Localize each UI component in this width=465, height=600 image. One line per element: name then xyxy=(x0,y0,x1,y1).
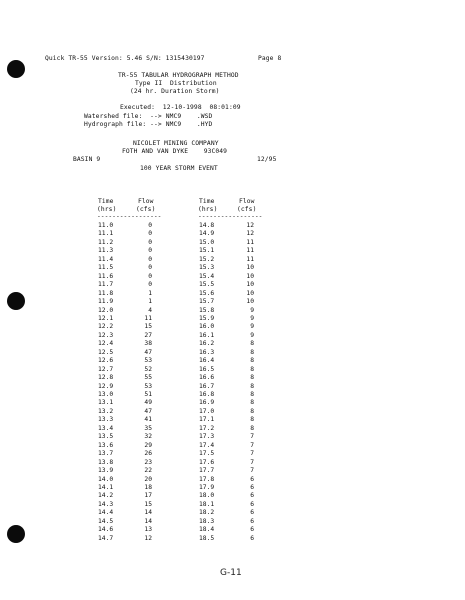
right-time-unit: (hrs) xyxy=(198,206,218,213)
watershed-file: Watershed file: --> NMC9 .WSD xyxy=(84,113,213,120)
time-cell: 16.8 xyxy=(199,391,215,398)
table-row xyxy=(98,399,158,407)
basin-label: BASIN 9 xyxy=(73,156,101,163)
time-cell: 17.3 xyxy=(199,433,215,441)
time-cell: 14.7 xyxy=(98,534,114,542)
time-cell: 15.0 xyxy=(199,238,215,246)
time-cell: 14.6 xyxy=(98,526,114,534)
table-row xyxy=(98,222,158,230)
flow-cell: 6 xyxy=(250,492,254,500)
time-cell: 12.0 xyxy=(98,306,114,314)
left-flow-unit: (cfs) xyxy=(136,206,156,213)
flow-cell: 12 xyxy=(246,230,254,238)
time-cell: 14.8 xyxy=(199,222,215,229)
flow-cell: 6 xyxy=(250,475,254,483)
time-cell: 17.4 xyxy=(199,441,215,449)
flow-cell: 8 xyxy=(250,407,254,415)
table-row xyxy=(199,264,259,272)
flow-cell: 47 xyxy=(144,407,152,415)
left-time-unit: (hrs) xyxy=(97,206,117,213)
table-row xyxy=(98,247,158,255)
time-cell: 12.3 xyxy=(98,331,114,339)
time-cell: 14.4 xyxy=(98,509,114,517)
table-row xyxy=(98,357,158,365)
time-cell: 16.4 xyxy=(199,357,215,365)
table-row xyxy=(199,366,259,374)
table-row xyxy=(98,408,158,416)
time-cell: 12.9 xyxy=(98,382,114,390)
time-cell: 16.2 xyxy=(199,340,215,348)
time-cell: 12.1 xyxy=(98,314,114,322)
table-row xyxy=(199,501,259,509)
time-cell: 17.0 xyxy=(199,407,215,415)
right-time-header: Time xyxy=(199,198,215,205)
table-row xyxy=(98,256,158,264)
flow-cell: 11 xyxy=(246,247,254,255)
flow-cell: 35 xyxy=(144,424,152,432)
executed-timestamp: Executed: 12-10-1998 08:01:09 xyxy=(120,104,241,111)
table-row xyxy=(199,408,259,416)
table-row xyxy=(199,535,259,543)
left-separator: ----------------- xyxy=(97,213,162,220)
flow-cell: 49 xyxy=(144,399,152,407)
report-title: TR-55 TABULAR HYDROGRAPH METHOD xyxy=(118,72,239,79)
right-flow-header: Flow xyxy=(239,198,255,205)
table-row xyxy=(199,416,259,424)
time-cell: 16.5 xyxy=(199,365,215,373)
time-cell: 15.6 xyxy=(199,289,215,297)
time-cell: 14.5 xyxy=(98,517,114,525)
flow-cell: 55 xyxy=(144,374,152,382)
flow-cell: 41 xyxy=(144,416,152,424)
time-cell: 14.1 xyxy=(98,483,114,491)
flow-cell: 7 xyxy=(250,458,254,466)
flow-cell: 47 xyxy=(144,348,152,356)
flow-cell: 0 xyxy=(148,264,152,272)
flow-cell: 32 xyxy=(144,433,152,441)
time-cell: 14.2 xyxy=(98,492,114,500)
flow-cell: 0 xyxy=(148,247,152,255)
table-row xyxy=(98,535,158,543)
flow-cell: 7 xyxy=(250,467,254,475)
flow-cell: 9 xyxy=(250,306,254,314)
date-code: 12/95 xyxy=(257,156,277,163)
flow-cell: 11 xyxy=(246,238,254,246)
table-row xyxy=(98,484,158,492)
time-cell: 18.2 xyxy=(199,509,215,517)
table-row xyxy=(199,323,259,331)
table-row xyxy=(199,349,259,357)
table-row xyxy=(98,298,158,306)
table-row xyxy=(199,433,259,441)
table-row xyxy=(199,222,259,230)
flow-cell: 14 xyxy=(144,509,152,517)
table-row xyxy=(98,459,158,467)
flow-cell: 10 xyxy=(246,298,254,306)
flow-cell: 0 xyxy=(148,230,152,238)
table-row xyxy=(98,239,158,247)
table-row xyxy=(199,374,259,382)
left-flow-header: Flow xyxy=(138,198,154,205)
table-row xyxy=(199,281,259,289)
flow-cell: 4 xyxy=(148,306,152,314)
time-cell: 11.2 xyxy=(98,238,114,246)
flow-cell: 6 xyxy=(250,483,254,491)
time-cell: 12.5 xyxy=(98,348,114,356)
time-cell: 17.8 xyxy=(199,475,215,483)
table-row xyxy=(98,307,158,315)
flow-cell: 8 xyxy=(250,399,254,407)
table-row xyxy=(98,442,158,450)
flow-cell: 9 xyxy=(250,323,254,331)
table-row xyxy=(199,273,259,281)
time-cell: 17.5 xyxy=(199,450,215,458)
table-row xyxy=(98,340,158,348)
table-row xyxy=(199,290,259,298)
flow-cell: 8 xyxy=(250,374,254,382)
table-row xyxy=(199,340,259,348)
flow-cell: 10 xyxy=(246,281,254,289)
table-row xyxy=(98,374,158,382)
distribution-type: Type II Distribution xyxy=(135,80,217,87)
storm-event: 100 YEAR STORM EVENT xyxy=(140,165,218,172)
table-row xyxy=(199,518,259,526)
table-row xyxy=(199,476,259,484)
time-cell: 18.5 xyxy=(199,534,215,542)
table-row xyxy=(98,509,158,517)
table-row xyxy=(199,492,259,500)
time-cell: 13.7 xyxy=(98,450,114,458)
time-cell: 16.3 xyxy=(199,348,215,356)
table-row xyxy=(98,492,158,500)
time-cell: 15.2 xyxy=(199,255,215,263)
table-row xyxy=(98,467,158,475)
flow-cell: 13 xyxy=(144,526,152,534)
flow-cell: 7 xyxy=(250,433,254,441)
flow-cell: 6 xyxy=(250,509,254,517)
flow-cell: 6 xyxy=(250,526,254,534)
table-row xyxy=(199,425,259,433)
flow-cell: 8 xyxy=(250,340,254,348)
table-row xyxy=(98,433,158,441)
flow-cell: 53 xyxy=(144,357,152,365)
time-cell: 11.9 xyxy=(98,298,114,306)
flow-cell: 12 xyxy=(246,222,254,229)
flow-cell: 0 xyxy=(148,238,152,246)
flow-cell: 1 xyxy=(148,298,152,306)
table-row xyxy=(98,518,158,526)
flow-cell: 1 xyxy=(148,289,152,297)
table-row xyxy=(199,357,259,365)
flow-cell: 7 xyxy=(250,450,254,458)
flow-cell: 6 xyxy=(250,517,254,525)
table-row xyxy=(98,526,158,534)
time-cell: 15.8 xyxy=(199,306,215,314)
table-row xyxy=(98,450,158,458)
flow-cell: 7 xyxy=(250,441,254,449)
flow-cell: 22 xyxy=(144,467,152,475)
time-cell: 16.1 xyxy=(199,331,215,339)
flow-cell: 6 xyxy=(250,500,254,508)
time-cell: 15.1 xyxy=(199,247,215,255)
time-cell: 13.8 xyxy=(98,458,114,466)
table-row xyxy=(199,307,259,315)
page-number: Page 8 xyxy=(258,55,282,62)
flow-cell: 10 xyxy=(246,289,254,297)
table-row xyxy=(199,256,259,264)
time-cell: 15.4 xyxy=(199,272,215,280)
flow-cell: 26 xyxy=(144,450,152,458)
flow-cell: 29 xyxy=(144,441,152,449)
table-row xyxy=(199,484,259,492)
flow-cell: 18 xyxy=(144,483,152,491)
table-row xyxy=(98,476,158,484)
time-cell: 14.0 xyxy=(98,475,114,483)
flow-cell: 23 xyxy=(144,458,152,466)
time-cell: 16.6 xyxy=(199,374,215,382)
time-cell: 18.0 xyxy=(199,492,215,500)
time-cell: 18.1 xyxy=(199,500,215,508)
time-cell: 17.6 xyxy=(199,458,215,466)
time-cell: 11.4 xyxy=(98,255,114,263)
time-cell: 16.7 xyxy=(199,382,215,390)
table-row xyxy=(98,332,158,340)
page-footer: G-11 xyxy=(220,568,242,578)
time-cell: 14.3 xyxy=(98,500,114,508)
time-cell: 18.4 xyxy=(199,526,215,534)
time-cell: 17.2 xyxy=(199,424,215,432)
time-cell: 11.3 xyxy=(98,247,114,255)
table-row xyxy=(98,273,158,281)
time-cell: 13.6 xyxy=(98,441,114,449)
flow-cell: 11 xyxy=(144,314,152,322)
flow-cell: 8 xyxy=(250,357,254,365)
table-row xyxy=(199,315,259,323)
flow-cell: 27 xyxy=(144,331,152,339)
table-row xyxy=(199,298,259,306)
flow-cell: 38 xyxy=(144,340,152,348)
time-cell: 12.6 xyxy=(98,357,114,365)
time-cell: 12.2 xyxy=(98,323,114,331)
table-row xyxy=(98,425,158,433)
binder-hole-bottom xyxy=(7,525,25,543)
binder-hole-top xyxy=(7,60,25,78)
table-row xyxy=(199,332,259,340)
flow-cell: 9 xyxy=(250,314,254,322)
flow-cell: 14 xyxy=(144,517,152,525)
time-cell: 13.3 xyxy=(98,416,114,424)
flow-cell: 8 xyxy=(250,382,254,390)
flow-cell: 15 xyxy=(144,323,152,331)
table-row xyxy=(199,450,259,458)
table-row xyxy=(199,459,259,467)
table-row xyxy=(199,467,259,475)
table-row xyxy=(199,230,259,238)
right-flow-unit: (cfs) xyxy=(237,206,257,213)
table-row xyxy=(98,391,158,399)
time-cell: 15.7 xyxy=(199,298,215,306)
time-cell: 17.7 xyxy=(199,467,215,475)
table-row xyxy=(199,399,259,407)
table-row xyxy=(98,501,158,509)
flow-cell: 17 xyxy=(144,492,152,500)
table-row xyxy=(98,323,158,331)
table-row xyxy=(98,264,158,272)
flow-cell: 0 xyxy=(148,281,152,289)
time-cell: 16.9 xyxy=(199,399,215,407)
flow-cell: 12 xyxy=(144,534,152,542)
time-cell: 11.6 xyxy=(98,272,114,280)
flow-cell: 8 xyxy=(250,424,254,432)
time-cell: 15.9 xyxy=(199,314,215,322)
table-row xyxy=(199,526,259,534)
hydrograph-file: Hydrograph file: --> NMC9 .HYD xyxy=(84,121,213,128)
time-cell: 12.7 xyxy=(98,365,114,373)
time-cell: 16.0 xyxy=(199,323,215,331)
storm-duration: (24 hr. Duration Storm) xyxy=(130,88,220,95)
left-time-header: Time xyxy=(98,198,114,205)
flow-cell: 0 xyxy=(148,272,152,280)
right-separator: ----------------- xyxy=(198,213,263,220)
flow-cell: 53 xyxy=(144,382,152,390)
time-cell: 12.4 xyxy=(98,340,114,348)
flow-cell: 8 xyxy=(250,416,254,424)
company-name: NICOLET MINING COMPANY xyxy=(133,140,219,147)
flow-cell: 0 xyxy=(148,255,152,263)
time-cell: 11.8 xyxy=(98,289,114,297)
table-row xyxy=(98,281,158,289)
flow-cell: 15 xyxy=(144,500,152,508)
time-cell: 11.7 xyxy=(98,281,114,289)
table-row xyxy=(98,315,158,323)
table-row xyxy=(199,247,259,255)
flow-cell: 8 xyxy=(250,365,254,373)
time-cell: 12.8 xyxy=(98,374,114,382)
table-row xyxy=(98,230,158,238)
time-cell: 14.9 xyxy=(199,230,215,238)
time-cell: 13.4 xyxy=(98,424,114,432)
table-row xyxy=(199,391,259,399)
table-row xyxy=(199,383,259,391)
time-cell: 18.3 xyxy=(199,517,215,525)
time-cell: 13.0 xyxy=(98,391,114,398)
flow-cell: 51 xyxy=(144,391,152,398)
time-cell: 11.5 xyxy=(98,264,114,272)
flow-cell: 11 xyxy=(246,255,254,263)
company-sub: FOTH AND VAN DYKE 93C049 xyxy=(122,148,228,155)
flow-cell: 10 xyxy=(246,264,254,272)
table-row xyxy=(199,509,259,517)
time-cell: 17.1 xyxy=(199,416,215,424)
time-cell: 11.0 xyxy=(98,222,114,229)
time-cell: 13.1 xyxy=(98,399,114,407)
flow-cell: 10 xyxy=(246,272,254,280)
table-row xyxy=(98,366,158,374)
table-row xyxy=(98,383,158,391)
program-version: Quick TR-55 Version: 5.46 S/N: 1315430197 xyxy=(45,55,205,62)
time-cell: 15.5 xyxy=(199,281,215,289)
flow-cell: 8 xyxy=(250,391,254,398)
flow-cell: 9 xyxy=(250,331,254,339)
time-cell: 13.9 xyxy=(98,467,114,475)
flow-cell: 0 xyxy=(148,222,152,229)
table-row xyxy=(98,290,158,298)
table-row xyxy=(98,349,158,357)
flow-cell: 6 xyxy=(250,534,254,542)
table-row xyxy=(98,416,158,424)
time-cell: 11.1 xyxy=(98,230,114,238)
table-row xyxy=(199,239,259,247)
table-row xyxy=(199,442,259,450)
time-cell: 17.9 xyxy=(199,483,215,491)
time-cell: 13.5 xyxy=(98,433,114,441)
flow-cell: 52 xyxy=(144,365,152,373)
flow-cell: 8 xyxy=(250,348,254,356)
time-cell: 15.3 xyxy=(199,264,215,272)
binder-hole-middle xyxy=(7,292,25,310)
time-cell: 13.2 xyxy=(98,407,114,415)
flow-cell: 20 xyxy=(144,475,152,483)
